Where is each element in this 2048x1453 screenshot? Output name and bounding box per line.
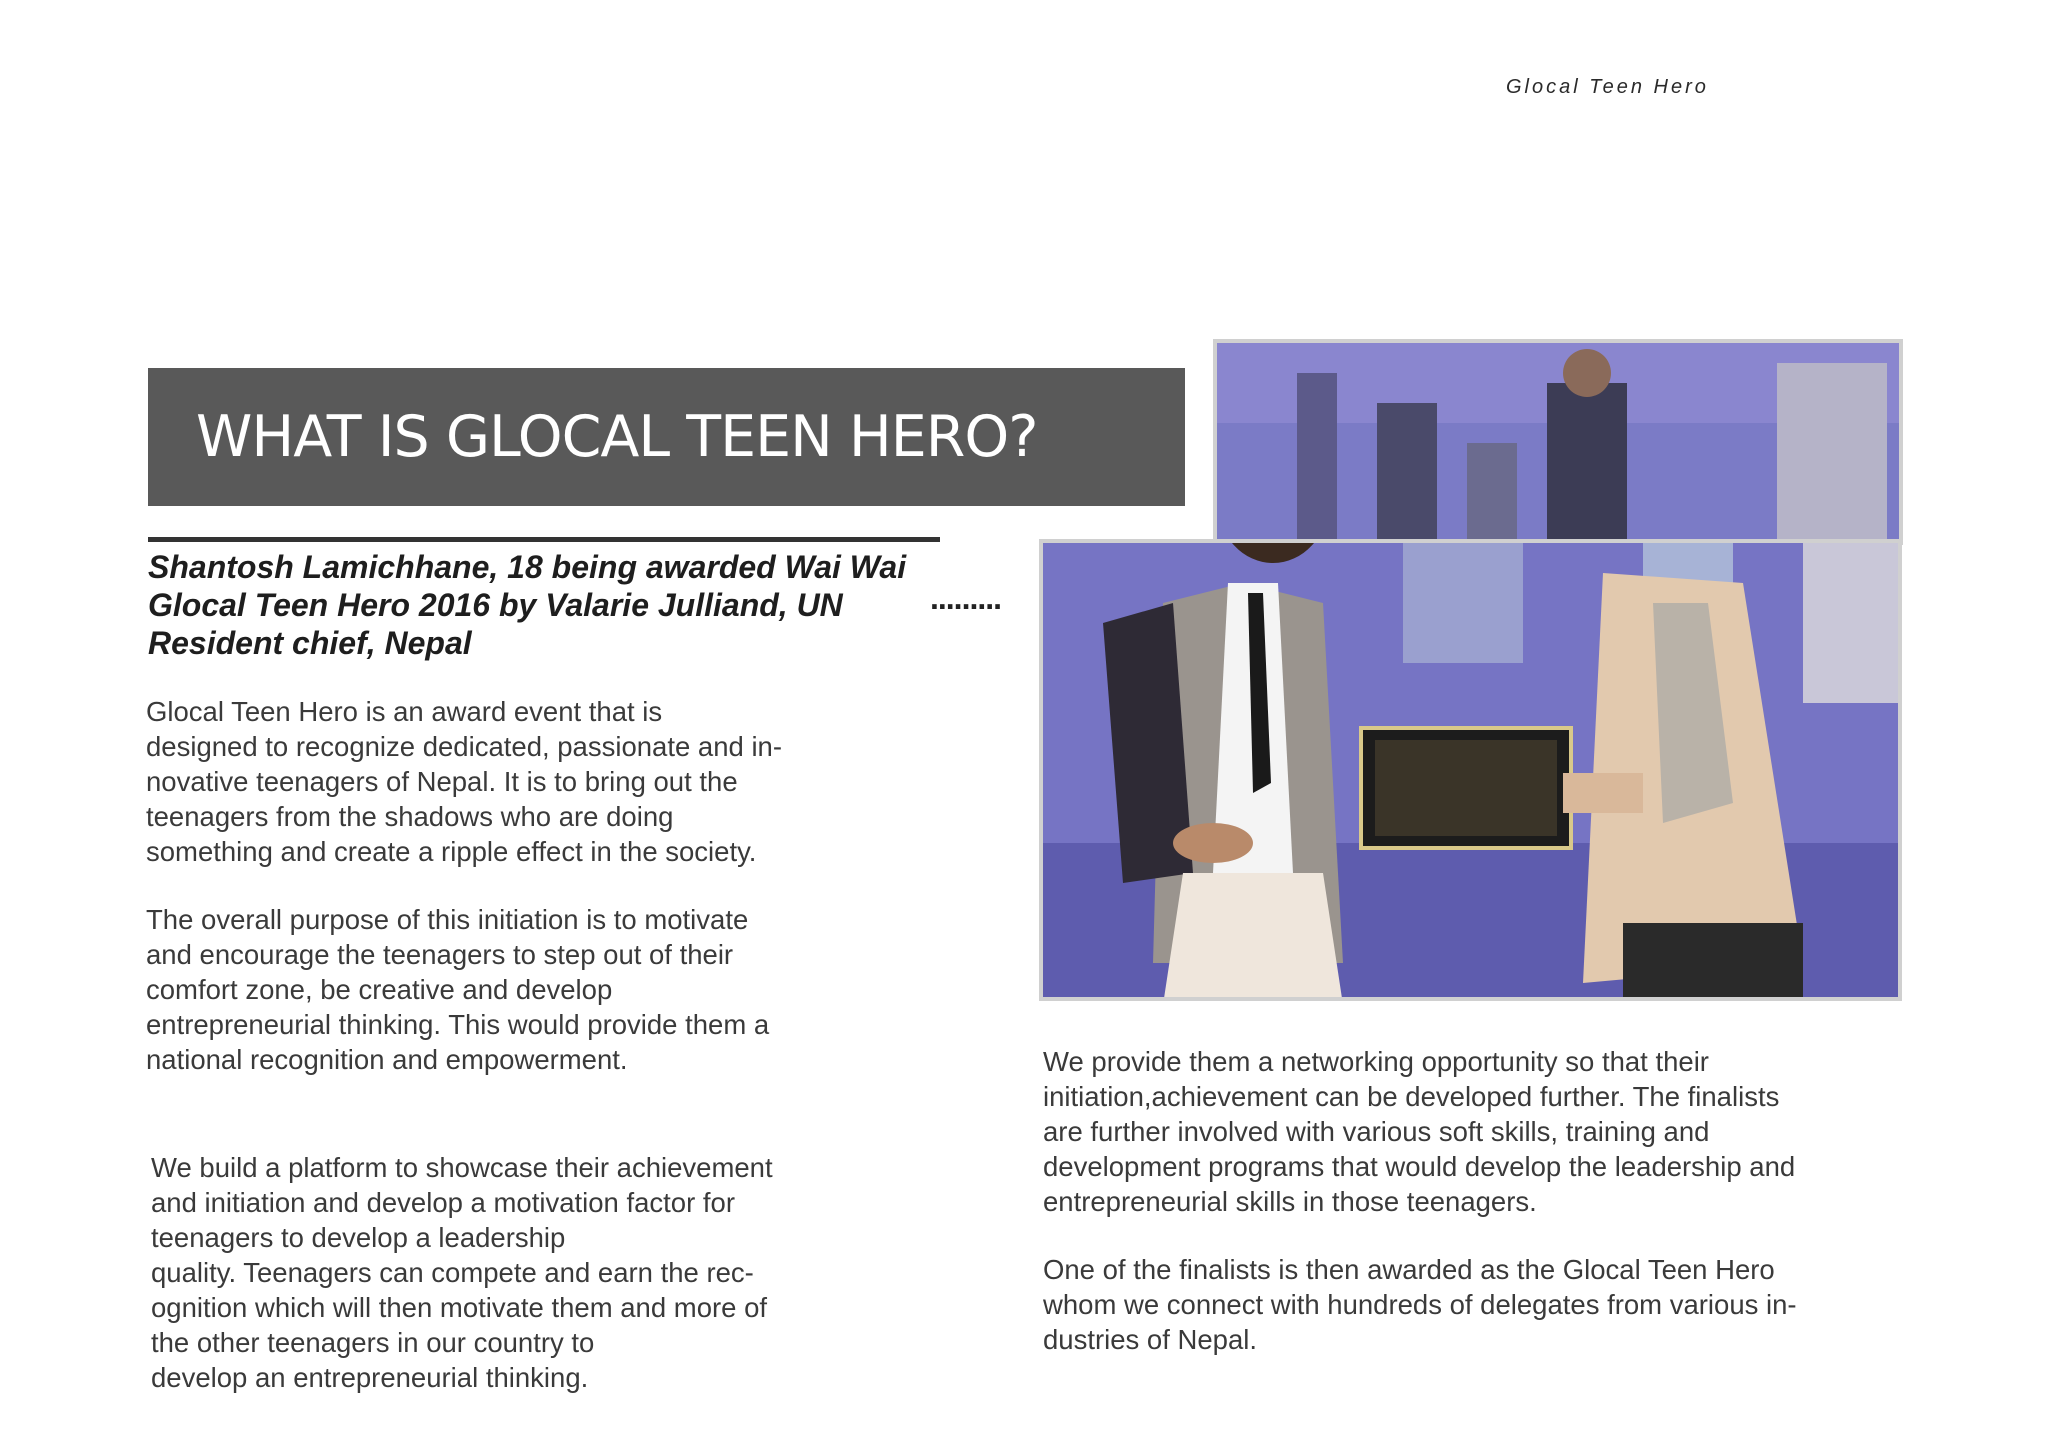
photo-caption: Shantosh Lamichhane, 18 being awarded Wai Wai Glocal Teen Hero 2016 by Valarie Julliand, UN Resident chief, Nepal <box>148 549 907 661</box>
page-title: WHAT IS GLOCAL TEEN HERO? <box>196 404 1038 470</box>
award-photo <box>1039 539 1902 1001</box>
award-photo-top <box>1213 339 1903 545</box>
title-banner <box>148 368 1185 506</box>
paragraph-award: One of the finalists is then awarded as the Glocal Teen Hero whom we connect with hundreds of delegates from various in- dustries of Nepal. <box>1043 1254 1797 1355</box>
caption-leader-dots: ......... <box>930 580 1002 616</box>
running-header: Glocal Teen Hero <box>1506 76 1709 98</box>
paragraph-intro: Glocal Teen Hero is an award event that is designed to recognize dedicated, passionate and in- novative teenagers of Nepal. It is to bring out the teenagers from the shadows who are doing something and create a ripple effect in the society. <box>146 696 783 867</box>
paragraph-platform: We build a platform to showcase their achievement and initiation and develop a motivation factor for teenagers to develop a leadership quality. Teenagers can compete and earn the rec- ognition which will then motivate them and more of the other teenagers in our country to develop an entrepreneurial thinking. <box>151 1152 773 1393</box>
caption-rule <box>148 537 940 542</box>
paragraph-purpose: The overall purpose of this initiation is to motivate and encourage the teenagers to step out of their comfort zone, be creative and develop entrepreneurial thinking. This would provide them a national recognition and empowerment. <box>146 904 770 1075</box>
paragraph-networking: We provide them a networking opportunity so that their initiation,achievement can be developed further. The finalists are further involved with various soft skills, training and development programs that would develop the leadership and entrepreneurial skills in those teenagers. <box>1043 1046 1796 1217</box>
